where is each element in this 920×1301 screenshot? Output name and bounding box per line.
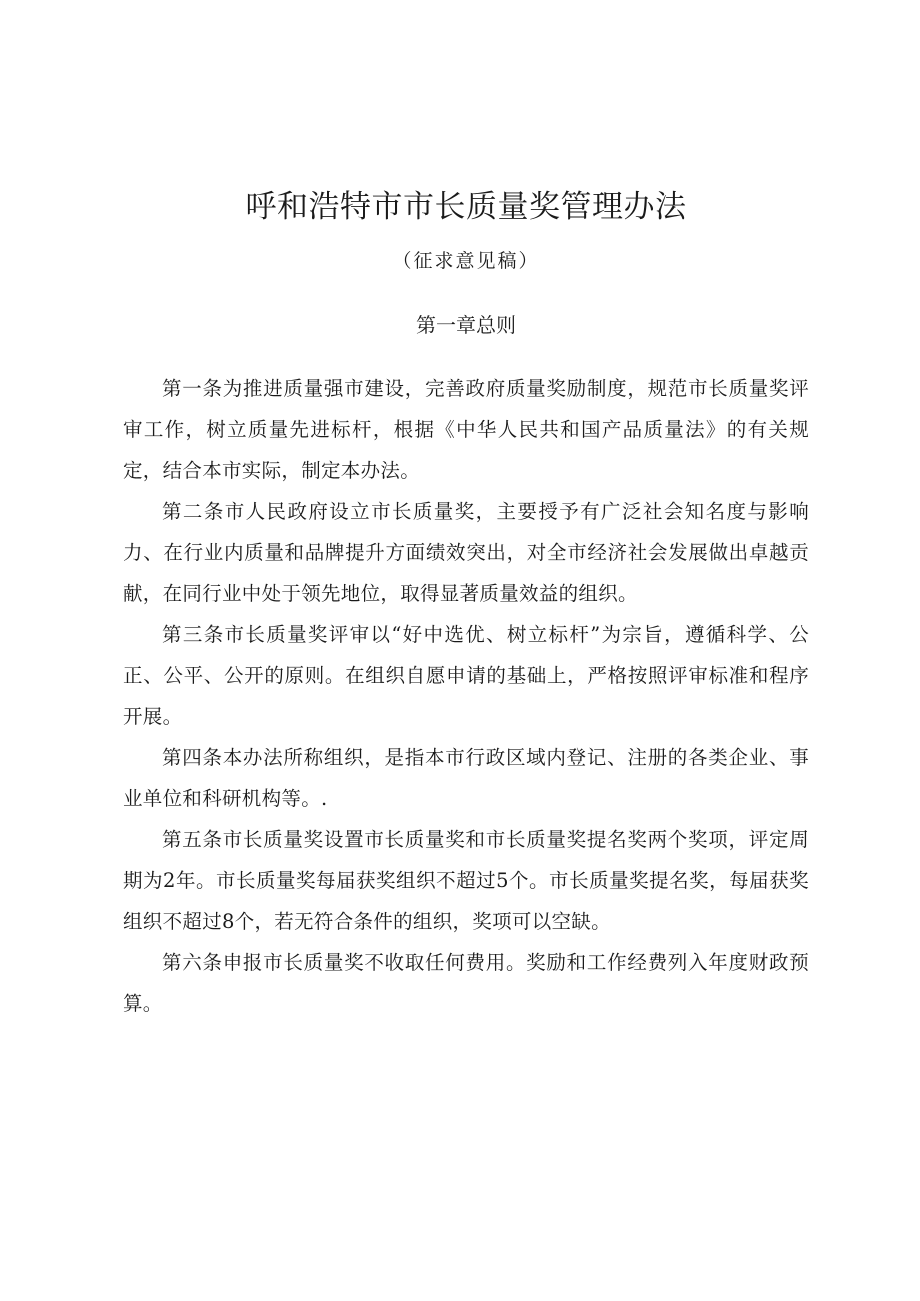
document-title: 呼和浩特市市长质量奖管理办法 [245, 189, 687, 225]
article-list [123, 368, 809, 1024]
article-2: 第二条市人民政府设立市长质量奖，主要授予有广泛社会知名度与影响力、在行业内质量和品牌提升方面绩效突出，对全市经济社会发展做出卓越贡献，在同行业中处于领先地位，取得显著质量效益的组织。 [123, 500, 809, 605]
document-page [123, 180, 809, 1024]
chapter-heading: 第一章总则 [416, 313, 516, 337]
document-subtitle: （征求意见稿） [392, 250, 540, 272]
article-4: 第四条本办法所称组织，是指本市行政区域内登记、注册的各类企业、事业单位和科研机构等。. [123, 746, 809, 810]
article-6: 第六条申报市长质量奖不收取任何费用。奖励和工作经费列入年度财政预算。 [123, 951, 809, 1015]
article-3: 第三条市长质量奖评审以“好中选优、树立标杆”为宗旨，遵循科学、公正、公平、公开的原则。在组织自愿申请的基础上，严格按照评审标准和程序开展。 [123, 623, 809, 728]
article-5: 第五条市长质量奖设置市长质量奖和市长质量奖提名奖两个奖项，评定周期为2年。市长质量奖每届获奖组织不超过5个。市长质量奖提名奖，每届获奖组织不超过8个，若无符合条件的组织，奖项可以空缺。 [123, 828, 809, 933]
article-1: 第一条为推进质量强市建设，完善政府质量奖励制度，规范市长质量奖评审工作，树立质量先进标杆，根据《中华人民共和国产品质量法》的有关规定，结合本市实际，制定本办法。 [123, 377, 809, 482]
